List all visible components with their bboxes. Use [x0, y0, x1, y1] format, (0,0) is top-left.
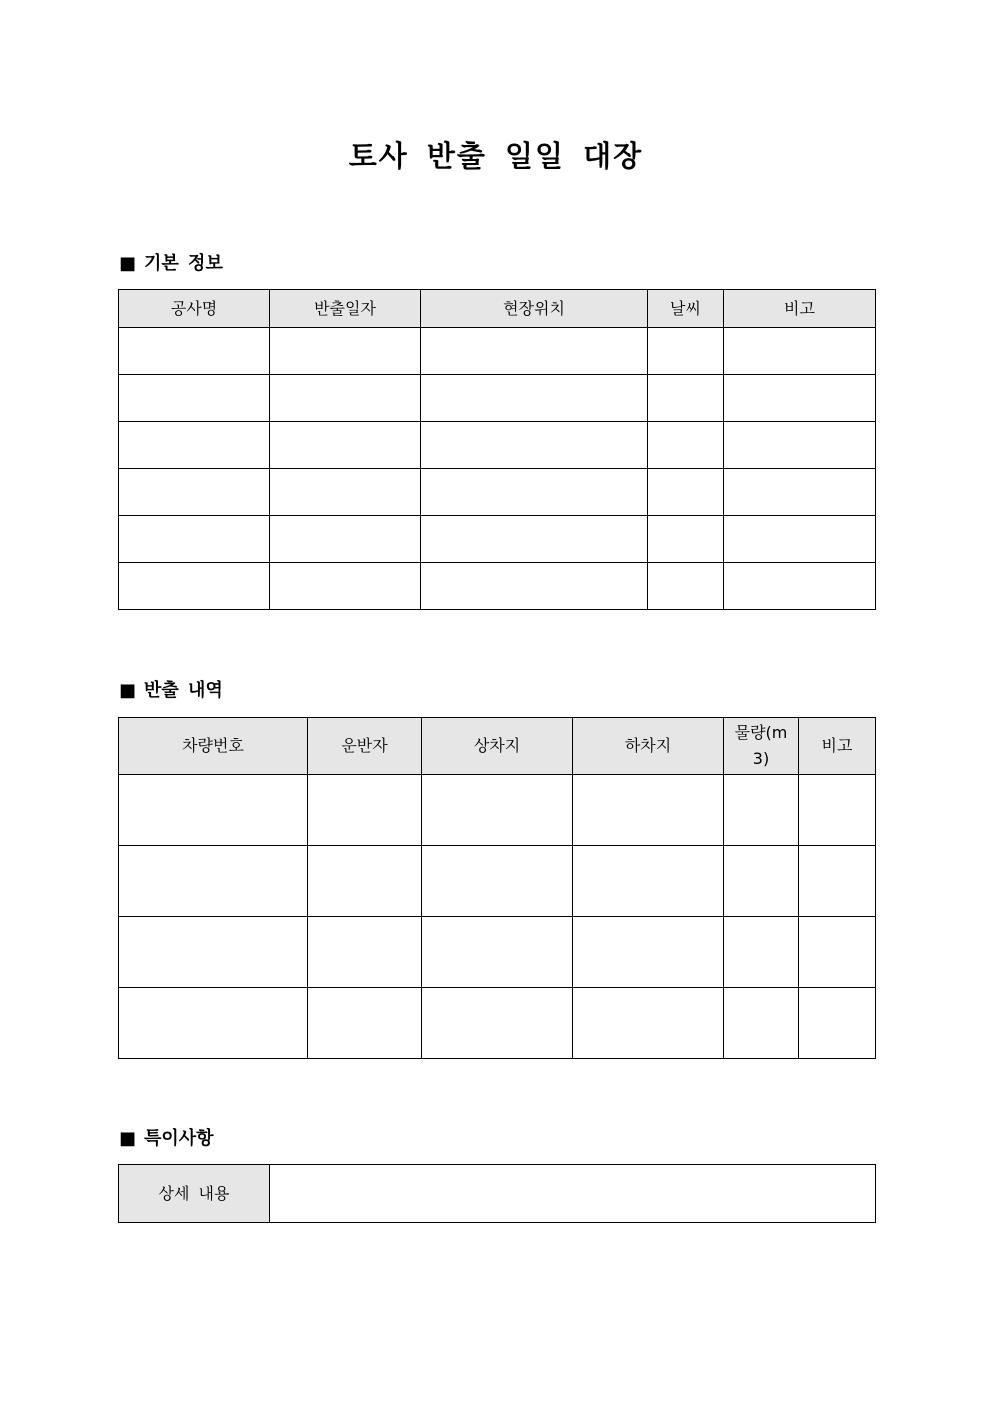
column-header-project-name: 공사명 [119, 290, 270, 328]
basic-info-cell[interactable] [270, 422, 421, 469]
basic-info-cell[interactable] [724, 516, 876, 563]
basic-info-cell[interactable] [270, 328, 421, 375]
table-row [119, 375, 876, 422]
table-row [119, 846, 876, 917]
basic-info-cell[interactable] [648, 563, 724, 610]
basic-info-cell[interactable] [270, 375, 421, 422]
export-details-cell[interactable] [799, 775, 876, 846]
basic-info-cell[interactable] [724, 328, 876, 375]
section-heading-label: 특이사항 [144, 1128, 214, 1149]
basic-info-cell[interactable] [119, 516, 270, 563]
basic-info-cell[interactable] [119, 422, 270, 469]
export-details-cell[interactable] [422, 988, 573, 1059]
export-details-cell[interactable] [573, 846, 724, 917]
basic-info-cell[interactable] [270, 469, 421, 516]
export-details-cell[interactable] [724, 988, 799, 1059]
export-details-cell[interactable] [308, 988, 422, 1059]
basic-info-cell[interactable] [724, 563, 876, 610]
table-row [119, 563, 876, 610]
export-details-cell[interactable] [573, 775, 724, 846]
column-header-note: 비고 [799, 718, 876, 775]
export-details-cell[interactable] [422, 846, 573, 917]
column-header-weather: 날씨 [648, 290, 724, 328]
export-details-cell[interactable] [119, 775, 308, 846]
export-details-cell[interactable] [119, 917, 308, 988]
table-header-row [119, 290, 876, 328]
basic-info-cell[interactable] [724, 469, 876, 516]
section-heading-label: 기본 정보 [144, 253, 223, 274]
export-details-cell[interactable] [573, 988, 724, 1059]
export-details-cell[interactable] [799, 988, 876, 1059]
basic-info-cell[interactable] [421, 375, 648, 422]
basic-info-cell[interactable] [648, 516, 724, 563]
export-details-cell[interactable] [799, 917, 876, 988]
basic-info-cell[interactable] [421, 328, 648, 375]
export-details-cell[interactable] [308, 917, 422, 988]
basic-info-table [118, 289, 876, 610]
basic-info-cell[interactable] [421, 563, 648, 610]
column-header-export-date: 반출일자 [270, 290, 421, 328]
basic-info-cell[interactable] [421, 422, 648, 469]
remarks-table [118, 1164, 876, 1223]
basic-info-cell[interactable] [421, 469, 648, 516]
basic-info-body [119, 328, 876, 610]
basic-info-cell[interactable] [421, 516, 648, 563]
remarks-detail-cell[interactable] [270, 1165, 876, 1223]
basic-info-cell[interactable] [724, 422, 876, 469]
column-header-site-location: 현장위치 [421, 290, 648, 328]
square-bullet-icon: ■ [119, 680, 137, 701]
export-details-cell[interactable] [308, 775, 422, 846]
basic-info-cell[interactable] [648, 422, 724, 469]
export-details-cell[interactable] [119, 846, 308, 917]
table-row [119, 775, 876, 846]
page-title: 토사 반출 일일 대장 [348, 139, 644, 173]
export-details-cell[interactable] [724, 775, 799, 846]
column-header-note: 비고 [724, 290, 876, 328]
export-details-cell[interactable] [119, 988, 308, 1059]
section-heading-label: 반출 내역 [144, 680, 223, 701]
table-row [119, 1165, 876, 1223]
export-details-cell[interactable] [724, 846, 799, 917]
basic-info-cell[interactable] [270, 563, 421, 610]
export-details-cell[interactable] [724, 917, 799, 988]
column-header-unloading-site: 하차지 [573, 718, 724, 775]
basic-info-cell[interactable] [119, 375, 270, 422]
section-heading-basic-info [119, 252, 223, 276]
column-header-volume: 물량(m3) [724, 718, 799, 775]
table-row [119, 422, 876, 469]
column-header-transporter: 운반자 [308, 718, 422, 775]
column-header-vehicle-number: 차량번호 [119, 718, 308, 775]
export-details-cell[interactable] [799, 846, 876, 917]
section-heading-remarks [119, 1127, 214, 1151]
table-header-row [119, 718, 876, 775]
column-header-loading-site: 상차지 [422, 718, 573, 775]
export-details-cell[interactable] [422, 917, 573, 988]
basic-info-cell[interactable] [119, 469, 270, 516]
square-bullet-icon: ■ [119, 253, 137, 274]
table-row [119, 469, 876, 516]
basic-info-cell[interactable] [648, 328, 724, 375]
export-details-body [119, 775, 876, 1059]
table-row [119, 516, 876, 563]
basic-info-cell[interactable] [270, 516, 421, 563]
remarks-label: 상세 내용 [119, 1165, 270, 1223]
basic-info-cell[interactable] [119, 563, 270, 610]
section-heading-export-details [119, 679, 223, 703]
table-row [119, 917, 876, 988]
basic-info-cell[interactable] [648, 375, 724, 422]
basic-info-cell[interactable] [648, 469, 724, 516]
export-details-cell[interactable] [573, 917, 724, 988]
basic-info-cell[interactable] [119, 328, 270, 375]
export-details-cell[interactable] [422, 775, 573, 846]
table-row [119, 988, 876, 1059]
table-row [119, 328, 876, 375]
basic-info-cell[interactable] [724, 375, 876, 422]
export-details-cell[interactable] [308, 846, 422, 917]
square-bullet-icon: ■ [119, 1128, 137, 1149]
export-details-table [118, 717, 876, 1059]
